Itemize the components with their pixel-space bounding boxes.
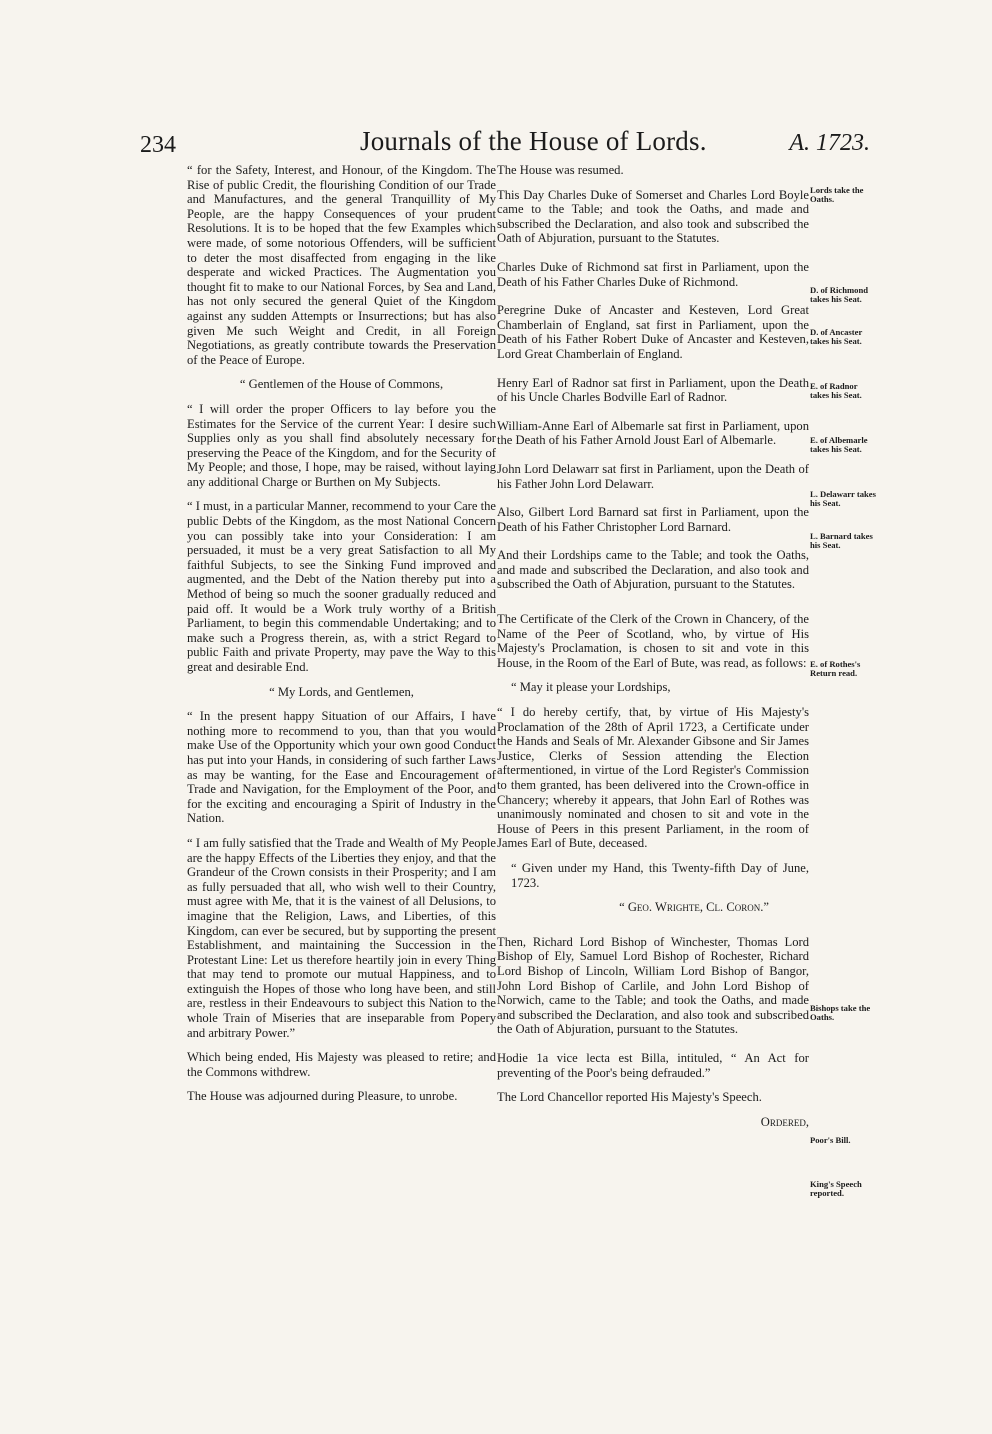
margin-note: D. of Ancaster takes his Seat. [810, 327, 863, 347]
year-heading: A. 1723. [789, 130, 870, 156]
journal-entry: Charles Duke of Richmond sat first in Parliament, upon the Death of his Father Charles Duke of Richmond. [497, 259, 809, 289]
certificate-signature: “ Geo. Wrighte, Cl. Coron.” [619, 900, 769, 915]
margin-note: Bishops take the Oaths. [810, 1003, 871, 1023]
running-header [140, 126, 870, 166]
journal-entry: Then, Richard Lord Bishop of Winchester, Thomas Lord Bishop of Ely, Samuel Lord Bishop of Rochester, Richard Lord Bishop of Lincoln, William Lord Bishop of Bangor, John Lord Bishop of Carlile, and John Lord Bishop of Norwich, came to the Table; and took the Oaths, and made and subscribed the Declaration, and also took and subscribed the Oath of Abjuration, pursuant to the Statutes. [497, 934, 809, 1037]
journal-entry: Which being ended, His Majesty was pleased to retire; and the Commons withdrew. [187, 1050, 496, 1079]
journal-entry: The Lord Chancellor reported His Majesty's Speech. [497, 1090, 762, 1105]
journal-entry: This Day Charles Duke of Somerset and Charles Lord Boyle came to the Table; and took the Oaths, and made and subscribed the Declaration, and also took and subscribed the Oath of Abjuration, pursuant to the Statutes. [497, 187, 809, 246]
speech-paragraph: “ for the Safety, Interest, and Honour, of the Kingdom. The Rise of public Credit, the flourishing Condition of our Trade and Manufactures, and the general Tranquillity of My People, are the happy Consequences of your prudent Resolutions. It is to be hoped that the few Examples which were made, of some notorious Offenders, will be sufficient to deter the most disaffected from engaging in the like desperate and wicked Practices. The Augmentation you thought fit to make to our National Forces, by Sea and Land, has not only secured the general Quiet of the Kingdom against any sudden Attempts or Insurrections; but has also given Me such Weight and Credit, in all Foreign Negotiations, as greatly contribute towards the Preservation of the Peace of Europe. [187, 163, 496, 367]
left-column [187, 163, 496, 1114]
speech-address: “ Gentlemen of the House of Commons, [239, 377, 444, 392]
catchword: Ordered, [760, 1114, 809, 1129]
journal-entry: The Certificate of the Clerk of the Crown in Chancery, of the Name of the Peer of Scotland, who, by virtue of His Majesty's Proclamation, is chosen to sit and vote in this House, in the Room of the Earl of Bute, was read, as follows: [497, 612, 809, 670]
margin-note: E. of Rothes's Return read. [810, 659, 861, 679]
speech-paragraph: “ I am fully satisfied that the Trade and Wealth of My People are the happy Effects of the Liberties they enjoy, and that the Grandeur of the Crown consists in their Prosperity; and I am as fully persuaded that all, who wish well to their Country, must agree with Me, that it is the vainest of all Delusions, to imagine that the Religion, Laws, and Liberties, of this Kingdom, can ever be secured, but by supporting the present Establishment, and maintaining the Succession in the Protestant Line: Let us therefore heartily join in every Thing that may tend to promote our mutual Happiness, and to extinguish the Hopes of those who long have been, and still are, restless in their Endeavours to subject this Nation to the whole Train of Miseries that are inseparable from Popery and arbitrary Power.” [187, 835, 496, 1040]
journal-entry: John Lord Delawarr sat first in Parliament, upon the Death of his Father John Lord Delawarr. [497, 461, 809, 491]
margin-note: L. Delawarr takes his Seat. [810, 489, 876, 509]
speech-paragraph: “ I must, in a particular Manner, recommend to your Care the public Debts of the Kingdom, as the most National Concern you can possibly take into your Consideration: I am persuaded, it must be a very great Satisfaction to all My faithful Subjects, to see the Sinking Fund improved and augmented, and the Debt of the Nation thereby put into a Method of being so much the sooner gradually reduced and paid off. It would be a Work truly worthy of a British Parliament, to begin this commendable Undertaking; and to make such a Progress therein, as, with a strict Regard to public Faith and private Property, may pave the Way to this great and desirable End. [187, 499, 496, 674]
margin-note: King's Speech reported. [810, 1179, 862, 1199]
speech-address: “ My Lords, and Gentlemen, [269, 684, 414, 699]
margin-note: Poor's Bill. [810, 1135, 851, 1145]
journal-entry: The House was resumed. [497, 163, 624, 177]
journal-entry: Henry Earl of Radnor sat first in Parliament, upon the Death of his Uncle Charles Bodville Earl of Radnor. [497, 375, 809, 405]
journal-entry: Peregrine Duke of Ancaster and Kesteven, Lord Great Chamberlain of England, sat first in Parliament, upon the Death of his Father Robert Duke of Ancaster and Kesteven, Lord Great Chamberlain of England. [497, 303, 809, 361]
certificate-salutation: “ May it please your Lordships, [511, 680, 671, 695]
margin-note: E. of Radnor takes his Seat. [810, 381, 862, 401]
right-column [497, 163, 809, 1129]
margin-note: E. of Albemarle takes his Seat. [810, 435, 868, 455]
journal-entry: And their Lordships came to the Table; and took the Oaths, and made and subscribed the Declaration, and also took and subscribed the Oath of Abjuration, pursuant to the Statutes. [497, 548, 809, 592]
certificate-date: “ Given under my Hand, this Twenty-fifth Day of June, 1723. [511, 860, 809, 890]
page-number: 234 [140, 132, 176, 158]
journal-entry: The House was adjourned during Pleasure, to unrobe. [187, 1089, 458, 1104]
journal-entry: Also, Gilbert Lord Barnard sat first in Parliament, upon the Death of his Father Christopher Lord Barnard. [497, 505, 809, 534]
speech-paragraph: “ I will order the proper Officers to lay before you the Estimates for the Service of the current Year: I desire such Supplies only as you shall find absolutely necessary for preserving the Peace of the Kingdom, and for the Security of My People; and those, I hope, may be raised, without laying any additional Charge or Burthen on My Subjects. [187, 401, 496, 489]
certificate-text: “ I do hereby certify, that, by virtue of His Majesty's Proclamation of the 28th of April 1723, a Certificate under the Hands and Seals of Mr. Alexander Gibsone and Sir James Justice, Clerks of Session attending the Election aftermentioned, in virtue of the Lord Register's Commission to them granted, has been delivered into the Crown-office in Chancery; whereby it appears, that John Earl of Rothes was unanimously nominated and chosen to sit and vote in the House of Peers in this present Parliament, in the room of James Earl of Bute, deceased. [497, 705, 809, 851]
speech-paragraph: “ In the present happy Situation of our Affairs, I have nothing more to recommend to you, than that you would make Use of the Opportunity which your own good Conduct has put into your Hands, in considering of such farther Laws as may be wanting, for the Ease and Encouragement of Trade and Navigation, for the Employment of the Poor, and for the exciting and encouraging a Spirit of Industry in the Nation. [187, 709, 496, 826]
margin-note: Lords take the Oaths. [810, 185, 864, 205]
margin-note: D. of Richmond takes his Seat. [810, 285, 869, 305]
journal-entry: William-Anne Earl of Albemarle sat first in Parliament, upon the Death of his Father Arnold Joust Earl of Albemarle. [497, 418, 809, 448]
journal-title: Journals of the House of Lords. [360, 126, 707, 156]
journal-entry: Hodie 1a vice lecta est Billa, intituled, “ An Act for preventing of the Poor's being defrauded.” [497, 1050, 809, 1080]
margin-note: L. Barnard takes his Seat. [810, 531, 873, 551]
